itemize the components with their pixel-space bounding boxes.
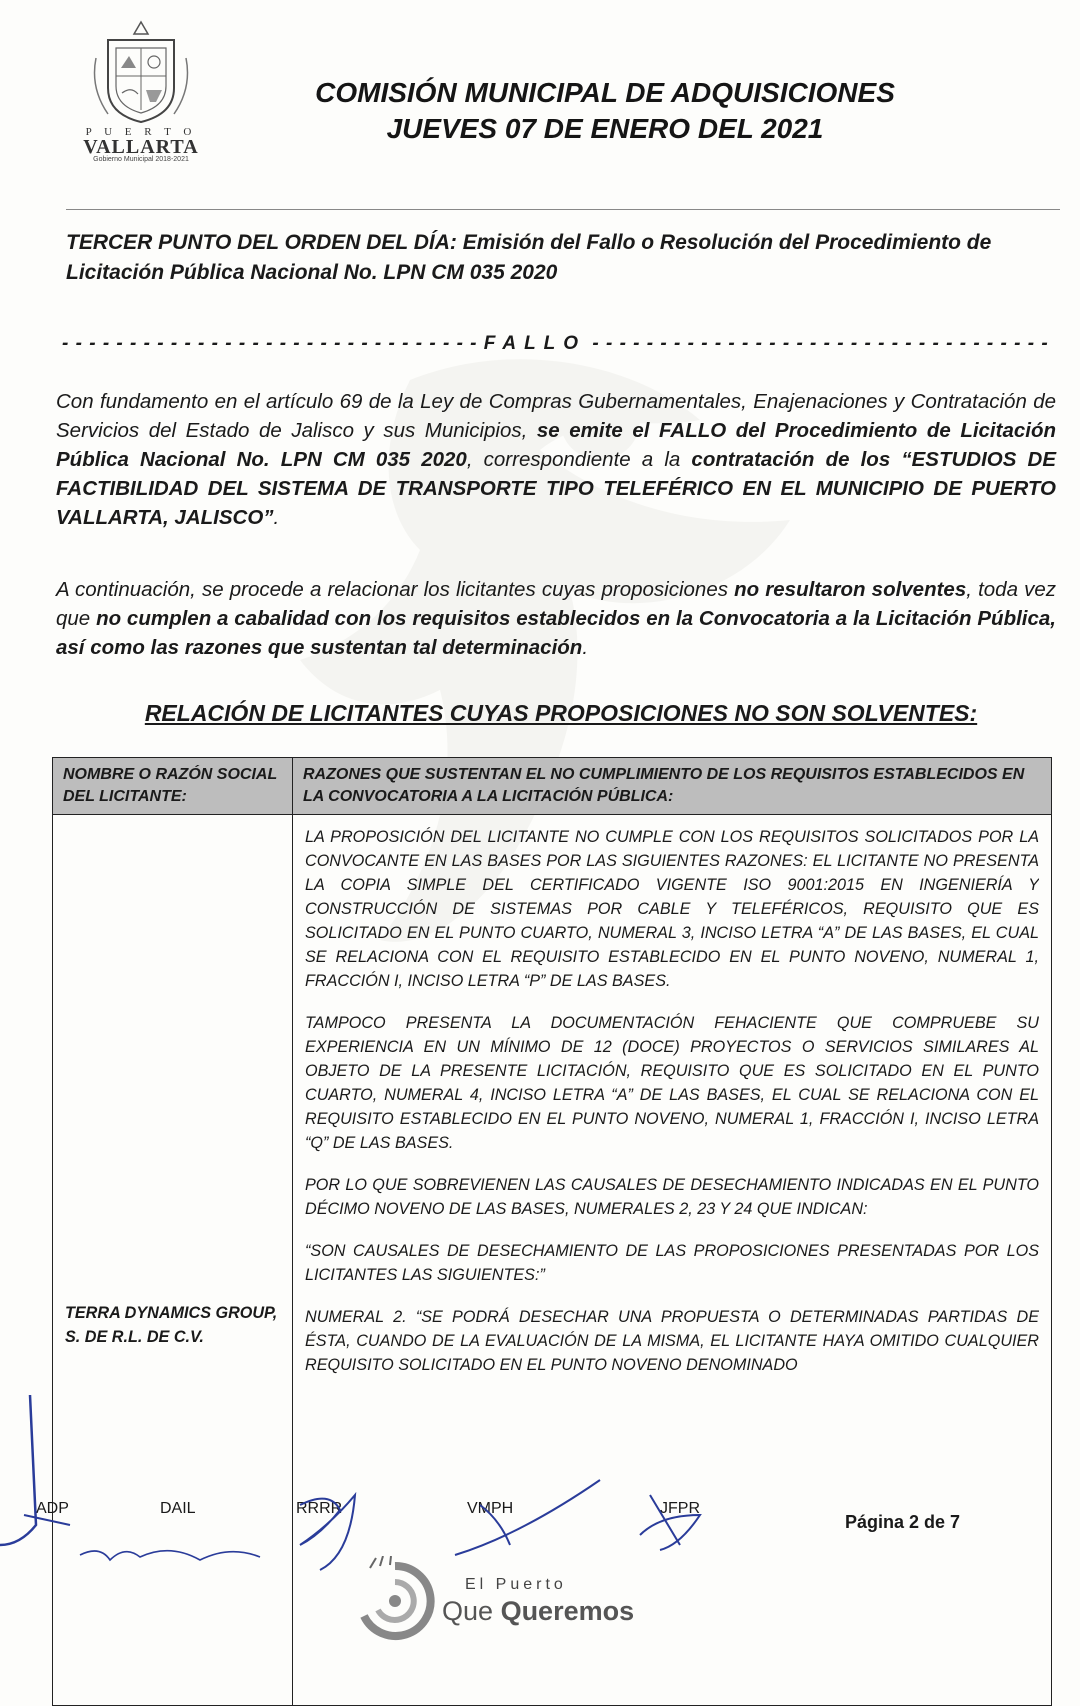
agenda-text: Emisión del Fallo o Resolución del Procedimiento de Licitación Pública Nacional No. LPN CM 035 2020 (66, 231, 992, 284)
paragraph-basis (56, 387, 1056, 532)
logo-city-name: VALLARTA (83, 136, 199, 158)
initials-jfpr: JFPR (660, 1500, 700, 1517)
p1-text-c: , correspondiente a la (466, 448, 681, 471)
title-line-1: COMISIÓN MUNICIPAL DE ADQUISICIONES (315, 77, 895, 108)
motto-big-a: Que (442, 1596, 494, 1626)
reason-paragraph: TAMPOCO PRESENTA LA DOCUMENTACIÓN FEHACIENTE QUE COMPRUEBE SU EXPERIENCIA EN UN MÍNIMO DE 12 (DOCE) PROYECTOS O SERVICIOS SIMILARES AL OBJETO DE LA PRESENTE LICITACIÓN, REQUISITO QUE ES SOLICITADO EN EL PUNTO CUARTO, NUMERAL 4, INCISO LETRA “A” DE LAS BASES, EL CUAL SE RELACIONA CON EL REQUISITO ESTABLECIDO EN EL PUNTO NOVENO, NUMERAL 1, FRACCIÓN I, INCISO LETRA “Q” DE LAS BASES. (305, 1014, 1039, 1152)
paragraph-relation (56, 575, 1056, 662)
p1-text-d: contratación de los “ESTUDIOS DE FACTIBILIDAD DEL SISTEMA DE TRANSPORTE TIPO TELEFÉRICO EN EL MUNICIPIO DE PUERTO VALLARTA, JALISCO” (56, 448, 1057, 529)
reason-paragraph: NUMERAL 2. “SE PODRÁ DESECHAR UNA PROPUESTA O DETERMINADAS PARTIDAS DE ÉSTA, CUANDO DE LA EVALUACIÓN DE LA MISMA, EL LICITANTE HAYA OMITIDO CUALQUIER REQUISITO SOLICITADO EN EL PUNTO NOVENO DENOMINADO (305, 1308, 1039, 1374)
p2-text-b: no resultaron solventes (734, 578, 967, 601)
municipal-logo (66, 18, 216, 176)
document-title (220, 75, 990, 147)
initials-rrrr: RRRR (296, 1500, 343, 1517)
reason-paragraph: “SON CAUSALES DE DESECHAMIENTO DE LAS PROPOSICIONES PRESENTADAS POR LOS LICITANTES LAS SIGUIENTES:” (305, 1242, 1039, 1284)
fallo-heading-line (62, 333, 1058, 355)
title-line-2: JUEVES 07 DE ENERO DEL 2021 (386, 113, 824, 144)
p1-text-a: Con fundamento en el artículo 69 de la Ley de Compras Gubernamentales, Enajenaciones y Contratación de Servicios del Estado de Jalisco y sus Municipios, (56, 390, 1056, 442)
motto-small: El Puerto (465, 1576, 567, 1593)
p2-text-a: A continuación, se procede a relacionar los licitantes cuyas proposiciones (56, 578, 728, 601)
initials-adp: ADP (36, 1500, 69, 1517)
col-header-reasons: RAZONES QUE SUSTENTAN EL NO CUMPLIMIENTO DE LOS REQUISITOS ESTABLECIDOS EN LA CONVOCATORIA A LA LICITACIÓN PÚBLICA: (293, 758, 1052, 815)
agenda-point (66, 228, 1056, 288)
table-header-row (53, 758, 1052, 815)
bidder-name: TERRA DYNAMICS GROUP, S. DE R.L. DE C.V. (53, 815, 293, 1706)
fallo-heading: FALLO (483, 333, 587, 354)
relation-title: RELACIÓN DE LICITANTES CUYAS PROPOSICIONES NO SON SOLVENTES: (144, 700, 978, 726)
page-number: Página 2 de 7 (845, 1512, 961, 1532)
dash-right: - - - - - - - - - - - - - - - - - - - - - - - - - - - - - - - - - - (592, 333, 1049, 354)
logo-government: Gobierno Municipal 2018-2021 (93, 156, 189, 163)
initials-dail: DAIL (160, 1500, 196, 1517)
motto-big-b: Queremos (500, 1596, 635, 1626)
initials-vmph: VMPH (467, 1500, 514, 1517)
p2-text-d: no cumplen a cabalidad con los requisitos establecidos en la Convocatoria a la Licitación Pública, así como las razones que sustentan tal determinación (56, 607, 1056, 659)
col-header-name: NOMBRE O RAZÓN SOCIAL DEL LICITANTE: (53, 758, 293, 815)
header-divider (66, 209, 1060, 210)
p1-text-b: se emite el FALLO del Procedimiento de Licitación Pública Nacional No. LPN CM 035 2020 (56, 419, 1056, 471)
motto-big (442, 1596, 634, 1627)
logo-city-top: P U E R T O (85, 126, 197, 138)
p1-text-e: . (273, 506, 280, 529)
p2-text-c: , toda vez que (56, 578, 1056, 630)
agenda-label: TERCER PUNTO DEL ORDEN DEL DÍA: (66, 231, 457, 254)
spiral-logo-icon (350, 1556, 440, 1646)
reason-paragraph: LA PROPOSICIÓN DEL LICITANTE NO CUMPLE CON LOS REQUISITOS SOLICITADOS POR LA CONVOCANTE EN LAS BASES POR LAS SIGUIENTES RAZONES: EL LICITANTE NO PRESENTA LA COPIA SIMPLE DEL CERTIFICADO VIGENTE ISO 9001:2015 EN INGENIERÍA Y CONSTRUCCIÓN DE SISTEMAS POR CABLE Y TELEFÉRICOS, REQUISITO QUE ES SOLICITADO EN EL PUNTO CUARTO, NUMERAL 3, INCISO LETRA “A” DE LAS BASES, EL CUAL SE RELACIONA CON EL REQUISITO ESTABLECIDO EN EL PUNTO NOVENO, NUMERAL 1, FRACCIÓN I, INCISO LETRA “P” DE LAS BASES. (305, 828, 1039, 990)
dash-left: - - - - - - - - - - - - - - - - - - - - - - - - - - - - - - - (62, 333, 478, 354)
reason-paragraph: POR LO QUE SOBREVIENEN LAS CAUSALES DE DESECHAMIENTO INDICADAS EN EL PUNTO DÉCIMO NOVENO DE LAS BASES, NUMERALES 2, 23 Y 24 QUE INDICAN: (305, 1176, 1039, 1218)
coat-of-arms-icon (86, 18, 196, 128)
motto-logo (350, 1552, 690, 1652)
p2-text-e: . (582, 636, 589, 659)
